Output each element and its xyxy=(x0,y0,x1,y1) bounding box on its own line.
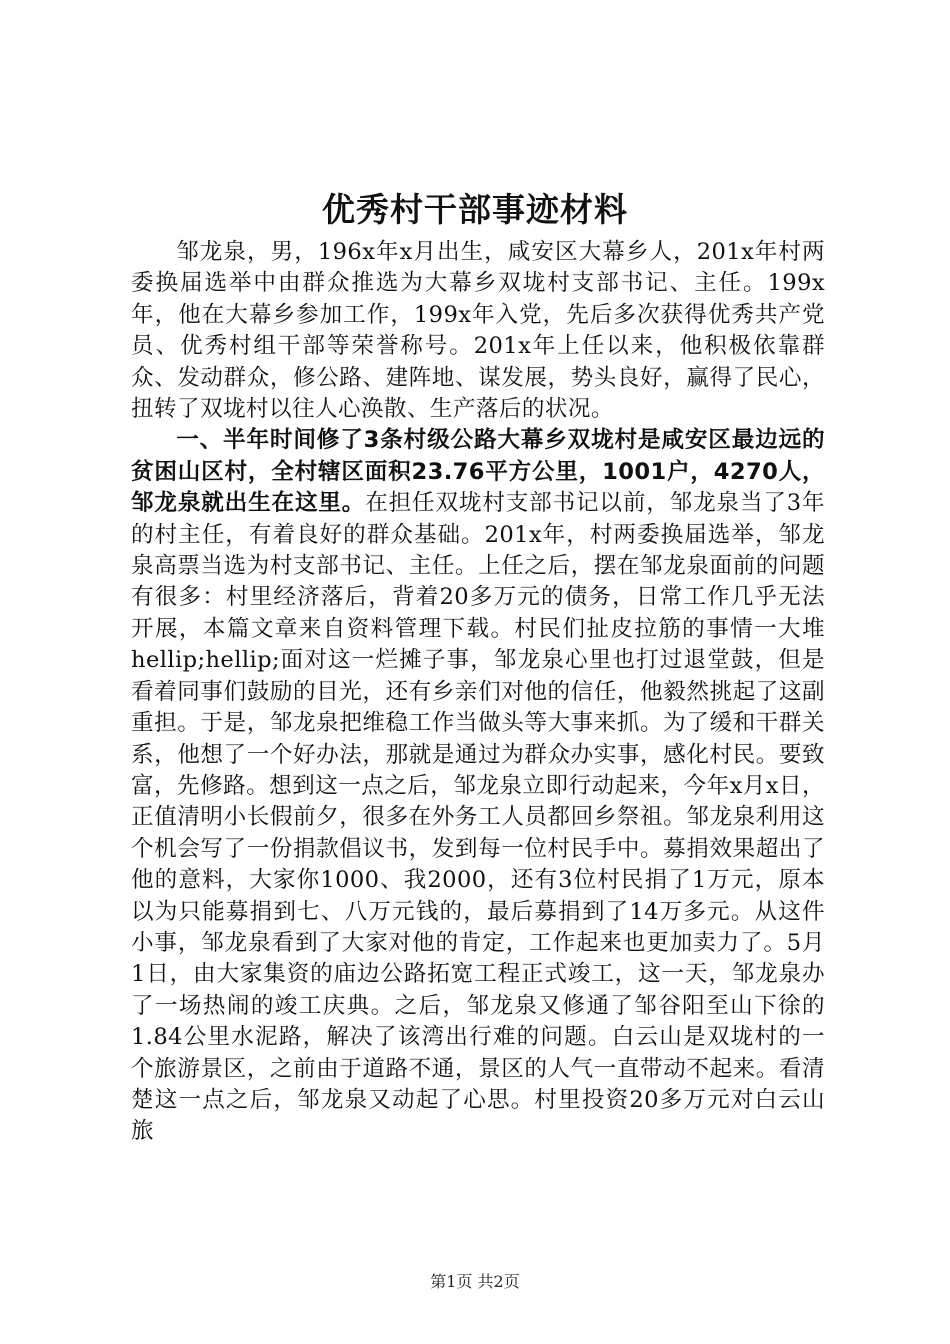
paragraph-intro-text: 邹龙泉，男，196x年x月出生，咸安区大幕乡人，201x年村两委换届选举中由群众推选为大幕乡双垅村支部书记、主任。199x年，他在大幕乡参加工作，199x年入党，先后多次获得优秀共产党员、优秀村组干部等荣誉称号。201x年上任以来，他积极依靠群众、发动群众，修公路、建阵地、谋发展，势头良好，赢得了民心，扭转了双垅村以往人心涣散、生产落后的状况。 xyxy=(131,239,825,423)
document-body xyxy=(131,237,825,1148)
paragraph-intro xyxy=(131,237,825,425)
section-one-heading: 一、半年时间修了3条村级公路大幕乡双垅村是咸安区最边远的贫困山区村，全村辖区面积23.76平方公里，1001户，4270人，邹龙泉就出生在这里。 xyxy=(131,427,825,517)
document-title: 优秀村干部事迹材料 xyxy=(322,190,628,229)
section-one-text: 在担任双垅村支部书记以前，邹龙泉当了3年的村主任，有着良好的群众基础。201x年，村两委换届选举，邹龙泉高票当选为村支部书记、主任。上任之后，摆在邹龙泉面前的问题有很多：村里经济落后，背着20多万元的债务，日常工作几乎无法开展，本篇文章来自资料管理下载。村民们扯皮拉筋的事情一大堆hellip;hellip;面对这一烂摊子事，邹龙泉心里也打过退堂鼓，但是看着同事们鼓励的目光，还有乡亲们对他的信任，他毅然挑起了这副重担。于是，邹龙泉把维稳工作当做头等大事来抓。为了缓和干群关系，他想了一个好办法，那就是通过为群众办实事，感化村民。要致富，先修路。想到这一点之后，邹龙泉立即行动起来，今年x月x日，正值清明小长假前夕，很多在外务工人员都回乡祭祖。邹龙泉利用这个机会写了一份捐款倡议书，发到每一位村民手中。募捐效果超出了他的意料，大家你1000、我2000，还有3位村民捐了1万元，原本以为只能募捐到七、八万元钱的，最后募捐到了14万多元。从这件小事，邹龙泉看到了大家对他的肯定，工作起来也更加卖力了。5月1日，由大家集资的庙边公路拓宽工程正式竣工，这一天，邹龙泉办了一场热闹的竣工庆典。之后，邹龙泉又修通了邹谷阳至山下徐的1.84公里水泥路，解决了该湾出行难的问题。白云山是双垅村的一个旅游景区，之前由于道路不通，景区的人气一直带动不起来。看清楚这一点之后，邹龙泉又动起了心思。村里投资20多万元对白云山旅 xyxy=(131,490,826,1145)
paragraph-section-one xyxy=(131,425,825,1147)
page-number-footer: 第1页 共2页 xyxy=(430,1272,520,1291)
